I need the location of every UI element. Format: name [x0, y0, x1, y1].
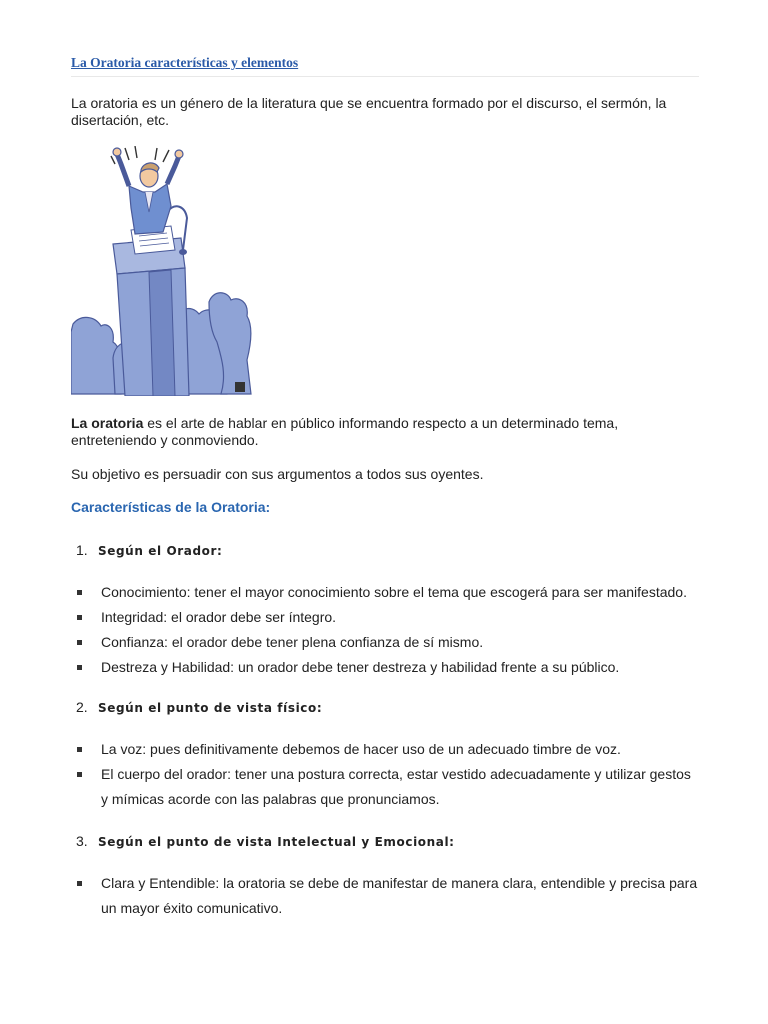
section-title: Según el punto de vista Intelectual y Emocional:	[98, 835, 455, 849]
orador-list	[71, 580, 701, 680]
list-item-text: Conocimiento: tener el mayor conocimiento sobre el tema que escogerá para ser manifestado.	[101, 584, 687, 600]
list-item	[71, 871, 701, 921]
bullet-square-icon	[77, 615, 82, 620]
bullet-square-icon	[77, 640, 82, 645]
bullet-square-icon	[77, 665, 82, 670]
intro-paragraph: La oratoria es un género de la literatura que se encuentra formado por el discurso, el sermón, la disertación, etc.	[71, 95, 667, 128]
definition-bold: La oratoria	[71, 415, 144, 431]
section-number: 3.	[76, 833, 88, 849]
section-number: 2.	[76, 699, 88, 715]
section-title: Según el punto de vista físico:	[98, 701, 323, 715]
title-divider	[71, 76, 699, 77]
list-item	[71, 605, 701, 630]
podium	[113, 206, 189, 396]
article-title-link[interactable]: La Oratoria características y elementos	[71, 55, 299, 70]
section-heading-fisico	[76, 699, 322, 715]
intelectual-list	[71, 871, 701, 921]
orator-figure	[113, 148, 183, 234]
signature-mark	[235, 382, 245, 392]
section-number: 1.	[76, 542, 88, 558]
list-item-text: La voz: pues definitivamente debemos de hacer uso de un adecuado timbre de voz.	[101, 741, 621, 757]
definition-rest: es el arte de hablar en público informando respecto a un determinado tema, entreteniendo y conmoviendo.	[71, 415, 619, 448]
section-heading-intelectual	[76, 833, 455, 849]
section-title: Según el Orador:	[98, 544, 223, 558]
list-item-text: Integridad: el orador debe ser íntegro.	[101, 609, 337, 625]
list-item-text: Clara y Entendible: la oratoria se debe de manifestar de manera clara, entendible y precisa para un mayor éxito comunicativo.	[101, 875, 698, 916]
bullet-square-icon	[77, 881, 82, 886]
list-item-text: Destreza y Habilidad: un orador debe tener destreza y habilidad frente a su público.	[101, 659, 620, 675]
list-item	[71, 630, 701, 655]
bullet-square-icon	[77, 772, 82, 777]
list-item	[71, 737, 701, 762]
list-item	[71, 762, 701, 812]
characteristics-heading: Características de la Oratoria:	[71, 499, 271, 515]
list-item	[71, 655, 701, 680]
objective-paragraph: Su objetivo es persuadir con sus argumentos a todos sus oyentes.	[71, 466, 484, 482]
fisico-list	[71, 737, 701, 812]
bullet-square-icon	[77, 747, 82, 752]
bullet-square-icon	[77, 590, 82, 595]
orator-illustration	[71, 146, 253, 396]
section-heading-orador	[76, 542, 222, 558]
list-item-text: El cuerpo del orador: tener una postura correcta, estar vestido adecuadamente y utilizar gestos y mímicas acorde con las palabras que pronunciamos.	[101, 766, 691, 807]
list-item	[71, 580, 701, 605]
list-item-text: Confianza: el orador debe tener plena confianza de sí mismo.	[101, 634, 484, 650]
definition-paragraph	[71, 415, 681, 449]
